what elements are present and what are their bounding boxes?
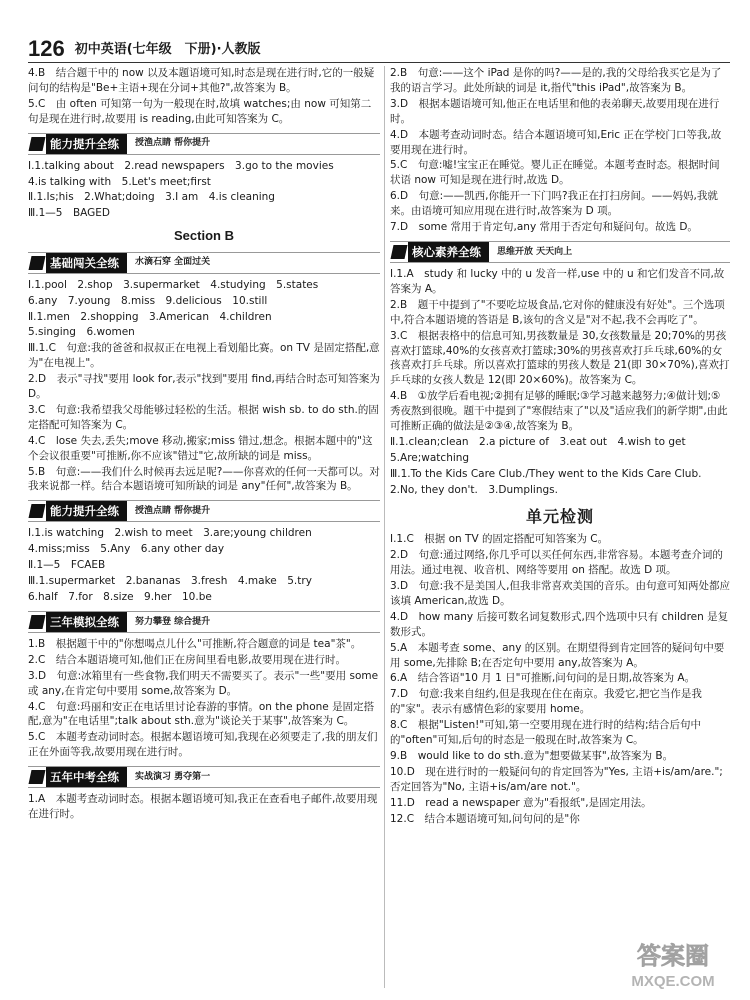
answer-item: 11.D read a newspaper 意为"看报纸",是固定用法。 xyxy=(390,796,652,809)
left-column xyxy=(28,66,380,823)
answer-line: Ⅱ.1—5 FCAEB xyxy=(28,559,106,572)
answer-line: 6.half 7.for 8.size 9.her 10.be xyxy=(28,591,212,604)
answer-line: 5.Are;watching xyxy=(390,451,470,464)
page-header xyxy=(28,28,730,60)
banner-subtitle: 授渔点睛 帮你提升 xyxy=(135,138,211,149)
answer-line: 4.miss;miss 5.Any 6.any other day xyxy=(28,543,225,556)
answer-line: Ⅱ.1.men 2.shopping 3.American 4.children xyxy=(28,310,272,323)
answer-line: Ⅱ.1.Is;his 2.What;doing 3.I am 4.is cleaning xyxy=(28,191,275,204)
answer-item: 5.B 句意:——我们什么时候再去远足呢?——你喜欢的任何一天都可以。对我来说都一样。结合本题语境可知所缺的词是 any"任何",故答案为 B。 xyxy=(28,465,380,493)
section-banner xyxy=(28,133,380,155)
answer-item: Ⅲ.1.C 句意:我的爸爸和叔叔正在电视上看划船比赛。on TV 是固定搭配,意为"在电视上"。 xyxy=(28,342,380,370)
book-title: 初中英语(七年级 下册)·人教版 xyxy=(74,41,261,57)
answer-line: Ⅰ.1.is watching 2.wish to meet 3.are;young children xyxy=(28,527,312,540)
answer-item: 6.D 句意:——凯西,你能开一下门吗?我正在打扫房间。——妈妈,我就来。由语境可知应用现在进行时,故答案为 D 项。 xyxy=(390,190,718,218)
answer-item: 4.D how many 后接可数名词复数形式,四个选项中只有 children 是复数形式。 xyxy=(390,610,729,638)
answer-item: 2.D 表示"寻找"要用 look for,表示"找到"要用 find,再结合时态可知答案为 D。 xyxy=(28,373,380,401)
answer-item: 2.C 结合本题语境可知,他们正在房间里看电影,故要用现在进行时。 xyxy=(28,653,347,666)
right-column xyxy=(390,66,730,828)
answer-item: 2.D 句意:通过网络,你几乎可以买任何东西,非常容易。本题考查介词的用法。通过电视、收音机、网络等要用 on 搭配。故选 D 项。 xyxy=(390,549,723,577)
answer-item: 2.B 题干中提到了"不要吃垃圾食品,它对你的健康没有好处"。三个选项中,符合本题语境的答语是 B,该句的含义是"对不起,我不会再吃了"。 xyxy=(390,298,725,326)
column-divider xyxy=(384,66,385,988)
banner-flag-icon xyxy=(390,243,408,261)
answer-line: Ⅱ.1.clean;clean 2.a picture of 3.eat out 4.wish to get xyxy=(390,435,686,448)
answer-item: 8.C 根据"Listen!"可知,第一空要用现在进行时的结构;结合后句中的"often"可知,后句的时态是一般现在时,故答案为 C。 xyxy=(390,719,702,747)
banner-title: 五年中考全练 xyxy=(46,767,127,787)
banner-subtitle: 思维开放 天天向上 xyxy=(497,246,573,257)
answer-line: Ⅰ.1.pool 2.shop 3.supermarket 4.studying 5.states xyxy=(28,278,319,291)
section-banner xyxy=(28,500,380,522)
answer-item: 5.C 本题考查动词时态。根据本题语境可知,我现在必须要走了,我的朋友们正在外面等我,故要用现在进行时。 xyxy=(28,731,378,759)
banner-title: 能力提升全练 xyxy=(46,134,127,154)
banner-title: 三年模拟全练 xyxy=(46,612,127,632)
section-banner xyxy=(28,766,380,788)
answer-item: 4.D 本题考查动词时态。结合本题语境可知,Eric 正在学校门口等我,故要用现在进行时。 xyxy=(390,128,722,156)
answer-item: 5.C 由 often 可知第一句为一般现在时,故填 watches;由 now 可知第二句是现在进行时,故要用 is reading,由此可知答案为 C。 xyxy=(28,97,372,125)
answer-item: 3.D 根据本题语境可知,他正在电话里和他的表弟聊天,故要用现在进行时。 xyxy=(390,97,720,125)
answer-item: 4.C 句意:玛丽和安正在电话里讨论春游的事情。on the phone 是固定搭配,意为"在电话里";talk about sth.意为"谈论关于某事",故答案为 C。 xyxy=(28,700,375,728)
answer-item: 9.B would like to do sth.意为"想要做某事",故答案为 B。 xyxy=(390,749,674,762)
answer-item: 1.B 根据题干中的"你想喝点儿什么"可推断,符合题意的词是 tea"茶"。 xyxy=(28,637,362,650)
answer-item: 3.C 根据表格中的信息可知,男孩数量是 30,女孩数量是 20;70%的男孩喜欢打篮球,40%的女孩喜欢打篮球;30%的男孩喜欢打乒乓球,60%的女孩喜欢打乒乓球。所以喜欢打篮球的男孩人数是 21(即 30×70%),喜欢打乒乓球的女孩人数是 12(即 20×60%)。故答案为 C。 xyxy=(390,329,730,387)
answer-item: 10.D 现在进行时的一般疑问句的肯定回答为"Yes, 主语+is/am/are.";否定回答为"No, 主语+is/am/are not."。 xyxy=(390,765,723,793)
answer-item: 6.A 结合答语"10 月 1 日"可推断,问句问的是日期,故答案为 A。 xyxy=(390,672,696,685)
answer-item: 3.D 句意:我不是美国人,但我非常喜欢美国的音乐。由句意可知两处都应该填 American,故选 D。 xyxy=(390,580,730,607)
banner-flag-icon xyxy=(28,502,46,520)
banner-subtitle: 努力攀登 综合提升 xyxy=(135,616,211,627)
answer-item: 4.B ①放学后看电视;②拥有足够的睡眠;③学习越来越努力;④做计划;⑤秀夜熬到很晚。题干中提到了"寒假结束了"以及"适应我们的新学期",由此可推断正确的做法是②③④,故答案为 B。 xyxy=(390,390,728,433)
header-rule xyxy=(28,62,730,63)
answer-item: 5.C 句意:嘘!宝宝正在睡觉。婴儿正在睡觉。本题考查时态。根据时间状语 now 可知是现在进行时,故选 D。 xyxy=(390,159,720,187)
section-heading: Section B xyxy=(174,228,234,244)
answer-line: 5.singing 6.women xyxy=(28,326,135,339)
answer-item: 3.C 句意:我希望我父母能够过轻松的生活。根据 wish sb. to do sth.的固定搭配可知答案为 C。 xyxy=(28,403,379,431)
answer-item: 2.B 句意:——这个 iPad 是你的吗?——是的,我的父母给我买它是为了我的语言学习。此处所缺的词是 it,指代"this iPad",故答案为 B。 xyxy=(390,67,722,94)
answer-item: 3.D 句意:冰箱里有一些食物,我们明天不需要买了。表示"一些"要用 some 或 any,在肯定句中要用 some,故答案为 D。 xyxy=(28,669,379,697)
answer-item: 4.B 结合题干中的 now 以及本题语境可知,时态是现在进行时,它的一般疑问句的结构是"Be+主语+现在分词+其他?",故答案为 B。 xyxy=(28,67,375,94)
page-number: 126 xyxy=(28,36,65,61)
banner-subtitle: 实战演习 勇夺第一 xyxy=(135,771,211,782)
section-banner xyxy=(28,611,380,633)
answer-item: Ⅰ.1.A study 和 lucky 中的 u 发音一样,use 中的 u 和它们发音不同,故答案为 A。 xyxy=(390,267,725,295)
answer-item: 12.C 结合本题语境可知,问句问的是"你 xyxy=(390,812,580,825)
section-banner xyxy=(390,241,730,263)
banner-title: 基础闯关全练 xyxy=(46,253,127,273)
banner-flag-icon xyxy=(28,135,46,153)
banner-subtitle: 水滴石穿 全面过关 xyxy=(135,257,211,268)
banner-title: 能力提升全练 xyxy=(46,501,127,521)
banner-title: 核心素养全练 xyxy=(408,242,489,262)
section-banner xyxy=(28,252,380,274)
answer-line: Ⅰ.1.talking about 2.read newspapers 3.go to the movies xyxy=(28,159,334,172)
answer-item: 5.A 本题考查 some、any 的区别。在期望得到肯定回答的疑问句中要用 some,先排除 B;在否定句中要用 any,故答案为 A。 xyxy=(390,641,725,669)
banner-subtitle: 授渔点睛 帮你提升 xyxy=(135,506,211,516)
answer-item: 7.D some 常用于肯定句,any 常用于否定句和疑问句。故选 D。 xyxy=(390,221,698,234)
banner-flag-icon xyxy=(28,613,46,631)
answer-item: 1.A 本题考查动词时态。根据本题语境可知,我正在查看电子邮件,故要用现在进行时。 xyxy=(28,793,378,821)
answer-line: Ⅲ.1—5 BAGED xyxy=(28,207,110,220)
answer-item: Ⅰ.1.C 根据 on TV 的固定搭配可知答案为 C。 xyxy=(390,533,609,546)
answer-line: 2.No, they don't. 3.Dumplings. xyxy=(390,483,558,496)
site-watermark xyxy=(608,936,738,992)
answer-line: Ⅲ.1.supermarket 2.bananas 3.fresh 4.make 5.try xyxy=(28,575,312,588)
answer-line: Ⅲ.1.To the Kids Care Club./They went to the Kids Care Club. xyxy=(390,467,702,480)
watermark-url: MXQE.COM xyxy=(631,973,715,990)
answer-line: 4.is talking with 5.Let's meet;first xyxy=(28,175,211,188)
answer-line: 6.any 7.young 8.miss 9.delicious 10.still xyxy=(28,294,268,307)
watermark-text: 答案圈 xyxy=(637,942,709,970)
answer-item: 4.C lose 失去,丢失;move 移动,搬家;miss 错过,想念。根据本题中的"这个会议很重要"可推断,你不应该"错过"它,故所缺的词是 miss。 xyxy=(28,434,373,462)
banner-flag-icon xyxy=(28,254,46,272)
unit-test-title: 单元检测 xyxy=(525,506,594,526)
answer-item: 7.D 句意:我来自纽约,但是我现在住在南京。我爱它,把它当作是我的"家"。表示有感情色彩的家要用 home。 xyxy=(390,688,702,716)
banner-flag-icon xyxy=(28,768,46,786)
